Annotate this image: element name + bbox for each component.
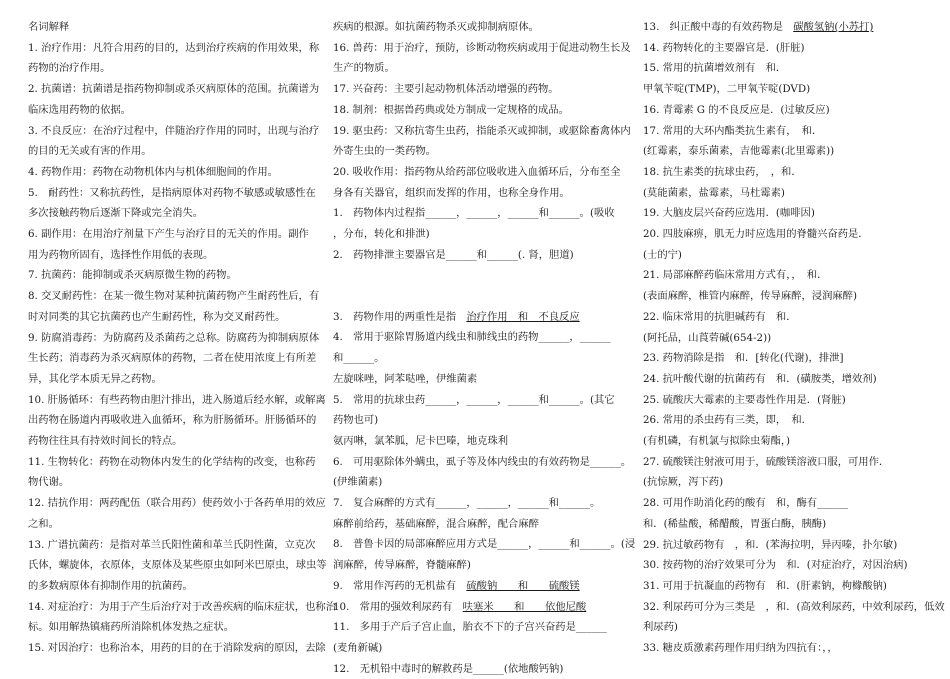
text-line: 和______。 bbox=[333, 352, 385, 365]
text-line: 用为药物所固有，选择性作用低的表现。 bbox=[28, 248, 214, 261]
text-line: 出药物在肠道内再吸收进入血循环，称为肝肠循环。肝肠循环的 bbox=[28, 414, 317, 427]
text-line: 3. 不良反应：在治疗过程中，伴随治疗作用的同时，出现与治疗 bbox=[28, 124, 320, 137]
text-line: 疾病的根源。如抗菌药物杀灭或抑制病原体。 bbox=[333, 21, 539, 33]
text-line: 20. 四肢麻痹，肌无力时应选用的脊髓兴奋药是． bbox=[643, 228, 869, 241]
text-line: 28. 可用作助消化药的酸有 和，酶有______ bbox=[643, 497, 848, 510]
text-line: 18. 抗生素类的抗球虫药， ，和． bbox=[643, 165, 802, 178]
text-line: 13. 广谱抗菌药：是指对革兰氏阳性菌和革兰氏阴性菌，立克次 bbox=[28, 538, 316, 551]
text-line: 左旋咪唑，阿苯哒唑，伊维菌素 bbox=[333, 372, 478, 385]
text-line: 利尿药) bbox=[643, 621, 678, 634]
text-line: (莫能菌素，盐霉素，马杜霉素) bbox=[643, 186, 785, 199]
text-line: 16. 兽药：用于治疗，预防，诊断动物疾病或用于促进动物生长及 bbox=[333, 41, 631, 54]
text-line: 身各有关器官，组织而发挥的作用，也称全身作用。 bbox=[333, 186, 570, 199]
text-line: 氏体，螺旋体，衣原体，支原体及某些原虫如阿米巴原虫，球虫等 bbox=[28, 559, 327, 572]
text-line: 32. 利尿药可分为三类是 ，和．(高效利尿药，中效利尿药，低效 bbox=[643, 600, 945, 613]
text-line: 10. 肝肠循环：有些药物由胆汁排出，进入肠道后经水解，或解离 bbox=[28, 393, 326, 406]
text-line: 14. 对症治疗：为用于产生后治疗对于改善疾病的临床症状，也称治 bbox=[28, 600, 336, 613]
text-line: 生产的物质。 bbox=[333, 62, 395, 75]
underlined-answer: 治疗作用 和 不良反应 bbox=[466, 310, 580, 323]
text-line: 和．(稀盐酸，稀醋酸，胃蛋白酶，胰酶) bbox=[643, 517, 827, 530]
text-line: 12. 拮抗作用：两药配伍（联合用药）使药效小于各药单用的效应 bbox=[28, 497, 326, 510]
text-line: 6. 副作用：在用治疗剂量下产生与治疗目的无关的作用。副作 bbox=[28, 228, 309, 241]
text-line: 30. 按药物的治疗效果可分为 和．(对症治疗，对因治病) bbox=[643, 559, 908, 572]
text-line: 15. 对因治疗：也称治本，用药的目的在于消除发病的原因，去除 bbox=[28, 642, 326, 655]
text-line: 2. 抗菌谱：抗菌谱是指药物抑制或杀灭病原体的范围。抗菌谱为 bbox=[28, 83, 320, 96]
text-line: 的多数病原体有抑制作用的抗菌药。 bbox=[28, 579, 193, 592]
text-line: 5. 常用的抗球虫药______，______，______和______。(其它 bbox=[333, 393, 615, 406]
text-line: 13. 纠正酸中毒的有效药物是 碳酸氢钠(小苏打) bbox=[643, 21, 874, 33]
text-line: 4. 药物作用：药物在动物机体内与机体细胞间的作用。 bbox=[28, 165, 278, 178]
text-line: 甲氧苄啶(TMP)，二甲氧苄啶(DVD) bbox=[643, 83, 811, 96]
column-right bbox=[643, 17, 945, 659]
text-line: 多次接触药物后逐渐下降或完全消失。 bbox=[28, 207, 204, 220]
underlined-answer: 硫酸钠 和 硫酸镁 bbox=[466, 579, 580, 592]
text-line: 14. 药物转化的主要器官是．(肝脏) bbox=[643, 41, 805, 54]
text-line: ，分布，转化和排泄) bbox=[333, 228, 430, 241]
text-line: 29. 抗过敏药物有 ，和．(苯海拉明，异丙嗪，扑尔敏) bbox=[643, 538, 898, 551]
text-line: 8. 普鲁卡因的局部麻醉应用方式是______，______和______。(浸 bbox=[333, 538, 636, 551]
column-left bbox=[28, 17, 336, 659]
text-line: 药物也可) bbox=[333, 414, 379, 427]
text-line: 之和。 bbox=[28, 517, 59, 530]
text-line: 17. 兴奋药：主要引起动物机体活动增强的药物。 bbox=[333, 83, 559, 96]
blank-line bbox=[333, 276, 620, 297]
text-line: 19. 驱虫药：又称抗寄生虫药，指能杀灭或抑制，或驱除畜禽体内 bbox=[333, 124, 631, 137]
text-line: 10. 常用的强效利尿药有 呋塞米 和 依他尼酸 bbox=[333, 600, 587, 613]
text-line: 21. 局部麻醉药临床常用方式有，， 和． bbox=[643, 269, 828, 282]
text-line: 9. 常用作泻药的无机盐有 硫酸钠 和 硫酸镁 bbox=[333, 579, 580, 592]
text-line: 11. 生物转化：药物在动物体内发生的化学结构的改变，也称药 bbox=[28, 455, 316, 468]
text-line: 氨丙啉，氯苯胍，尼卡巴嗪，地克珠利 bbox=[333, 434, 509, 447]
text-line: 19. 大脑皮层兴奋药应选用．(咖啡因) bbox=[643, 207, 815, 220]
text-line: 25. 硫酸庆大霉素的主要毒性作用是．(肾脏) bbox=[643, 393, 846, 406]
underlined-answer: 碳酸氢钠(小苏打) bbox=[793, 21, 874, 33]
text-line: 31. 可用于抗凝血的药物有 和．(肝素钠，枸橼酸钠) bbox=[643, 579, 887, 592]
column-middle bbox=[333, 17, 636, 679]
text-line: 5. 耐药性：又称抗药性，是指病原体对药物不敏感或敏感性在 bbox=[28, 186, 316, 199]
text-line: 生长药；消毒药为杀灭病原体的药物，二者在使用浓度上有所差 bbox=[28, 352, 317, 365]
text-line: (表面麻醉，椎管内麻醉，传导麻醉，浸润麻醉) bbox=[643, 290, 857, 303]
text-line: 24. 抗叶酸代谢的抗菌药有 和．(磺胺类，增效剂) bbox=[643, 372, 877, 385]
text-line: 18. 制剂：根据兽药典或处方制成一定规格的成品。 bbox=[333, 103, 569, 116]
text-line: (阿托品，山莨菪碱(654-2)) bbox=[643, 331, 772, 344]
text-line: 22. 临床常用的抗胆碱药有 和． bbox=[643, 310, 797, 323]
text-line: (伊维菌素) bbox=[333, 476, 383, 489]
text-line: 23. 药物消除是指 和．[转化(代谢)，排泄] bbox=[643, 352, 844, 365]
text-line: 3. 药物作用的两重性是指 治疗作用 和 不良反应 bbox=[333, 310, 580, 323]
text-line: 6. 可用驱除体外螨虫，虱子等及体内线虫的有效药物是______。 bbox=[333, 455, 632, 468]
text-line: 12. 无机铅中毒时的解救药是______(依地酸钙钠) bbox=[333, 662, 564, 675]
text-line: 11. 多用于产后子宫止血，胎衣不下的子宫兴奋药是______ bbox=[333, 621, 607, 634]
text-line: 26. 常用的杀虫药有三类，即， 和． bbox=[643, 414, 812, 427]
text-line: 7. 抗菌药：能抑制或杀灭病原微生物的药物。 bbox=[28, 269, 237, 282]
text-line: 33. 糖皮质激素药理作用归纳为四抗有：，， bbox=[643, 642, 838, 655]
underlined-answer: 呋塞米 和 依他尼酸 bbox=[462, 600, 587, 613]
text-line: 药物的治疗作用。 bbox=[28, 62, 111, 75]
text-line: 17. 常用的大环内酯类抗生素有， 和． bbox=[643, 124, 823, 137]
text-line: 16. 青霉素 G 的不良反应是．(过敏反应) bbox=[643, 103, 830, 116]
text-line: 2. 药物排泄主要器官是______和______(. 肾，胆道) bbox=[333, 248, 574, 261]
text-line: (抗惊厥，泻下药) bbox=[643, 476, 724, 489]
text-line: (有机磷，有机氯与拟除虫菊酯，) bbox=[643, 435, 791, 448]
text-line: 物代谢。 bbox=[28, 476, 70, 489]
text-line: 8. 交叉耐药性：在某一微生物对某种抗菌药物产生耐药性后，有 bbox=[28, 290, 320, 303]
text-line: 27. 硫酸镁注射液可用于，硫酸镁溶液口服，可用作． bbox=[643, 455, 890, 468]
text-line: 麻醉前给药，基础麻醉，混合麻醉，配合麻醉 bbox=[333, 517, 539, 530]
text-line: 异，其化学本质无异之药物。 bbox=[28, 372, 162, 385]
text-line: 时对同类的其它抗菌药也产生耐药性，称为交叉耐药性。 bbox=[28, 310, 286, 323]
text-line: 15. 常用的抗菌增效剂有 和． bbox=[643, 62, 787, 75]
text-line: (士的宁) bbox=[643, 248, 682, 261]
text-line: (麦角新碱) bbox=[333, 641, 383, 654]
text-line: 9. 防腐消毒药：为防腐药及杀菌药之总称。防腐药为抑制病原体 bbox=[28, 331, 320, 344]
text-line: 润麻醉，传导麻醉，脊髓麻醉) bbox=[333, 559, 471, 572]
text-line: 临床选用药物的依据。 bbox=[28, 103, 131, 116]
text-line: 外寄生虫的一类药物。 bbox=[333, 145, 436, 158]
text-line: (红霉素，泰乐菌素，吉他霉素(北里霉素)) bbox=[643, 145, 835, 158]
text-line: 1. 治疗作用：凡符合用药的目的，达到治疗疾病的作用效果，称 bbox=[28, 41, 320, 54]
text-line: 药物往往具有持效时间长的特点。 bbox=[28, 435, 183, 448]
text-line: 名词解释 bbox=[28, 21, 70, 33]
text-line: 20. 吸收作用：指药物从给药部位吸收进入血循环后，分布至全 bbox=[333, 165, 621, 178]
text-line: 1. 药物体内过程指______，______，______和______。(吸收 bbox=[333, 207, 615, 220]
text-line: 4. 常用于驱除胃肠道内线虫和肺线虫的药物______，______ bbox=[333, 331, 611, 344]
text-line: 7. 复合麻醉的方式有______，______，______和______。 bbox=[333, 497, 601, 510]
text-line: 的目的无关或有害的作用。 bbox=[28, 145, 152, 158]
text-line: 标。如用解热镇痛药所消除机体发热之症状。 bbox=[28, 621, 234, 634]
